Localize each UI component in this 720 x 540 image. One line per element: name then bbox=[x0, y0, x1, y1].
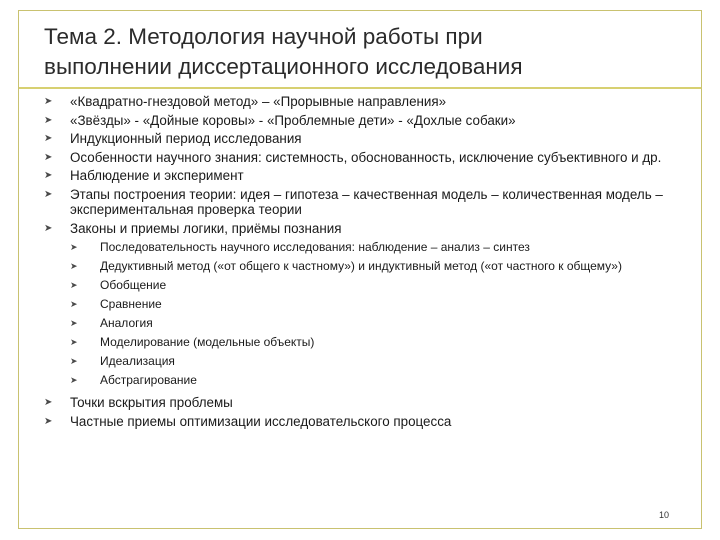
arrow-bullet-icon: ➤ bbox=[44, 188, 53, 200]
sub-list-item: ➤ Аналогия bbox=[70, 316, 153, 330]
slide-title bbox=[44, 22, 684, 82]
bullet-list bbox=[44, 94, 684, 432]
list-item: ➤ Индукционный период исследования bbox=[44, 131, 302, 146]
sub-list-item: ➤ Обобщение bbox=[70, 278, 167, 292]
list-item: ➤ Этапы построения теории: идея – гипотеза – качественная модель – количественная модель – экспериментальная проверка теории bbox=[44, 186, 663, 217]
arrow-bullet-icon: ➤ bbox=[44, 114, 53, 126]
list-item: ➤ Законы и приемы логики, приёмы познания ➤ Последовательность научного исследования: наблюдение – анализ – синтез ➤ Дедуктивный метод («от общего к частному») и индуктивный метод («от частного к общему») ➤ Обобщение ➤ Сравнение ➤ Аналогия ➤ Моделирование (модельные объекты) ➤ Идеализация ➤ Абстрагирование bbox=[44, 221, 684, 388]
arrow-bullet-icon: ➤ bbox=[70, 337, 78, 347]
arrow-bullet-icon: ➤ bbox=[44, 133, 53, 144]
sub-list-item: ➤ Последовательность научного исследования: наблюдение – анализ – синтез bbox=[70, 240, 530, 254]
arrow-bullet-icon: ➤ bbox=[70, 356, 78, 366]
sub-bullet-list bbox=[70, 240, 684, 387]
arrow-bullet-icon: ➤ bbox=[70, 261, 78, 271]
list-item: ➤ Частные приемы оптимизации исследовательского процесса bbox=[44, 413, 452, 429]
title-divider bbox=[19, 87, 701, 89]
arrow-bullet-icon: ➤ bbox=[44, 151, 53, 163]
sub-list-item: ➤ Абстрагирование bbox=[70, 373, 197, 387]
page-number: 10 bbox=[659, 510, 670, 520]
list-item: ➤ «Квадратно-гнездовой метод» – «Прорывные направления» bbox=[44, 94, 447, 109]
arrow-bullet-icon: ➤ bbox=[44, 415, 53, 427]
list-item: ➤ «Звёзды» - «Дойные коровы» - «Проблемные дети» - «Дохлые собаки» bbox=[44, 112, 516, 128]
sub-list-item: ➤ Дедуктивный метод («от общего к частному») и индуктивный метод («от частного к общему») bbox=[70, 259, 622, 273]
arrow-bullet-icon: ➤ bbox=[70, 242, 78, 252]
list-item: ➤ Особенности научного знания: системность, обоснованность, исключение субъективного и др. bbox=[44, 149, 662, 165]
sub-list-item: ➤ Идеализация bbox=[70, 354, 175, 368]
arrow-bullet-icon: ➤ bbox=[44, 170, 53, 181]
title-line-2: выполнении диссертационного исследования bbox=[44, 54, 523, 79]
sub-list-item: ➤ Моделирование (модельные объекты) bbox=[70, 335, 315, 349]
arrow-bullet-icon: ➤ bbox=[70, 318, 78, 328]
arrow-bullet-icon: ➤ bbox=[70, 280, 78, 290]
arrow-bullet-icon: ➤ bbox=[70, 375, 78, 385]
title-line-1: Тема 2. Методология научной работы при bbox=[44, 24, 483, 49]
arrow-bullet-icon: ➤ bbox=[44, 397, 53, 408]
arrow-bullet-icon: ➤ bbox=[70, 299, 78, 309]
sub-list-item: ➤ Сравнение bbox=[70, 297, 162, 311]
list-item: ➤ Точки вскрытия проблемы bbox=[44, 395, 233, 410]
arrow-bullet-icon: ➤ bbox=[44, 96, 53, 107]
list-item: ➤ Наблюдение и эксперимент bbox=[44, 168, 244, 183]
arrow-bullet-icon: ➤ bbox=[44, 222, 53, 234]
